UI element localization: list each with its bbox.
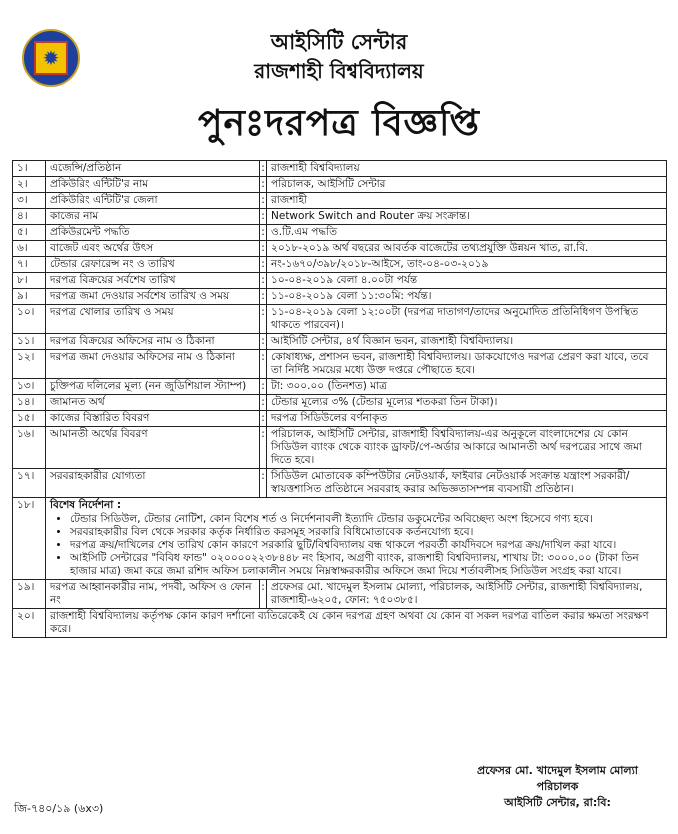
row-number: ১৬।	[13, 427, 46, 469]
row-value: সিডিউল মোতাবেক কম্পিউটার নেটওয়ার্ক, ফাইবার নেটওয়ার্ক সংক্রান্ত যন্ত্রাংশ সরকারী/স্বায়ত্তশাসিত প্রতিষ্ঠানে সরবরাহ করার অভিজ্ঞতাসম্পন্ন ব্যবসায়ী প্রতিষ্ঠান।	[267, 469, 667, 498]
row-value: নং-১৬৭০/৩৯৮/২০১৮-আইসে, তাং-০৪-০৩-২০১৯	[267, 257, 667, 273]
office-name: আইসিটি সেন্টার	[270, 30, 408, 54]
row-value: দরপত্র সিডিউলের বর্ণনাকৃত	[267, 411, 667, 427]
notes-title: বিশেষ নির্দেশনা :	[50, 499, 122, 511]
star-icon: ✹	[42, 46, 60, 70]
row-number: ১৭।	[13, 469, 46, 498]
row-number: ১৯।	[13, 580, 46, 609]
row-number: ৯।	[13, 289, 46, 305]
row-number: ১৪।	[13, 395, 46, 411]
row-value: ও.টি.এম পদ্ধতি	[267, 225, 667, 241]
table-row	[13, 498, 667, 580]
row-value: রাজশাহী বিশ্ববিদ্যালয় কর্তৃপক্ষ কোন কারণ দর্শানো ব্যতিরেকেই যে কোন দরপত্র গ্রহণ অথবা যে কোন বা সকল দরপত্র বাতিল করার ক্ষমতা সংরক্ষণ করে।	[46, 609, 667, 638]
row-number: ৮।	[13, 273, 46, 289]
row-number: ৪।	[13, 209, 46, 225]
table-row: ১৬। আমানতী অর্থের বিবরণ : পরিচালক, আইসিটি সেন্টার, রাজশাহী বিশ্ববিদ্যালয়-এর অনুকূলে বাংলাদেশের যে কোন সিডিউল ব্যাংক থেকে ব্যাংক ড্রাফট/পে-অর্ডার আকারে আমানতী অর্থ দরপত্রের সাথে জমা দিতে হবে।	[13, 427, 667, 469]
row-number: ১২।	[13, 350, 46, 379]
row-value: রাজশাহী	[267, 193, 667, 209]
row-number: ১৩।	[13, 379, 46, 395]
row-label: আমানতী অর্থের বিবরণ	[46, 427, 260, 469]
row-value: Network Switch and Router ক্রয় সংক্রান্ত।	[267, 209, 667, 225]
signatory-name: প্রফেসর মো. খাদেমুল ইসলাম মোল্যা	[477, 764, 638, 777]
row-value: প্রফেসর মো. খাদেমুল ইসলাম মোল্যা, পরিচালক, আইসিটি সেন্টার, রাজশাহী বিশ্ববিদ্যালয়, রাজশাহী-৬২০৫, ফোন: ৭৫০৩৮৫।	[267, 580, 667, 609]
signatory-office: আইসিটি সেন্টার, রা:বি:	[504, 796, 611, 809]
table-row: ৫। প্রকিউরমেন্ট পদ্ধতি : ও.টি.এম পদ্ধতি	[13, 225, 667, 241]
row-number: ২।	[13, 177, 46, 193]
row-number: ১০।	[13, 305, 46, 334]
table-row: ৪। কাজের নাম : Network Switch and Router ক্রয় সংক্রান্ত।	[13, 209, 667, 225]
row-label: প্রকিউরিং এন্টিটি'র জেলা	[46, 193, 260, 209]
row-label: দরপত্র বিক্রয়ের অফিসের নাম ও ঠিকানা	[46, 334, 260, 350]
table-row: ৯। দরপত্র জমা দেওয়ার সর্বশেষ তারিখ ও সময় : ১১-০৪-২০১৯ বেলা ১১:৩০মি: পর্যন্ত।	[13, 289, 667, 305]
row-number: ৭।	[13, 257, 46, 273]
row-value: ২০১৮-২০১৯ অর্থ বছরের আবর্তক বাজেটের তথ্যপ্রযুক্তি উন্নয়ন খাত, রা.বি.	[267, 241, 667, 257]
row-number: ১৫।	[13, 411, 46, 427]
table-row: ৭। টেন্ডার রেফারেন্স নং ও তারিখ : নং-১৬৭০/৩৯৮/২০১৮-আইসে, তাং-০৪-০৩-২০১৯	[13, 257, 667, 273]
list-item: • দরপত্র ক্রয়/দাখিলের শেষ তারিখ কোন কারণে সরকারি ছুটি/বিশ্ববিদ্যালয় বন্ধ থাকলে পরবর্তী কার্যদিবসে দরপত্র ক্রয়/দাখিল করা যাবে।	[70, 539, 662, 552]
row-value: কোষাধ্যক্ষ, প্রশাসন ভবন, রাজশাহী বিশ্ববিদ্যালয়। ডাকযোগেও দরপত্র প্রেরণ করা যাবে, তবে তা নির্দিষ্ট সময়ের মধ্যে উক্ত দপ্তরে পৌছাতে হবে।	[267, 350, 667, 379]
row-label: সরবরাহকারীর যোগ্যতা	[46, 469, 260, 498]
row-label: প্রকিউরিং এন্টিটি'র নাম	[46, 177, 260, 193]
row-label: জামানত অর্থ	[46, 395, 260, 411]
row-value: ১০-০৪-২০১৯ বেলা ৪.০০টা পর্যন্ত	[267, 273, 667, 289]
row-label: দরপত্র জমা দেওয়ার সর্বশেষ তারিখ ও সময়	[46, 289, 260, 305]
table-row: ৮। দরপত্র বিক্রয়ের সর্বশেষ তারিখ : ১০-০৪-২০১৯ বেলা ৪.০০টা পর্যন্ত	[13, 273, 667, 289]
list-item: • টেন্ডার সিডিউল, টেন্ডার নোটিশ, কোন বিশেষ শর্ত ও নির্দেশনাবলী ইত্যাদি টেন্ডার ডকুমেন্টের অবিচ্ছেদ্য অংশ হিসেবে গণ্য হবে।	[70, 513, 662, 526]
signature-block	[477, 763, 638, 811]
table-row: ১৩। চুক্তিপত্র দলিলের মূল্য (নন জুডিশিয়াল স্ট্যাম্প) : টা: ৩০০.০০ (তিনশত) মাত্র	[13, 379, 667, 395]
row-label: চুক্তিপত্র দলিলের মূল্য (নন জুডিশিয়াল স্ট্যাম্প)	[46, 379, 260, 395]
row-label: দরপত্র আহ্বানকারীর নাম, পদবী, অফিস ও ফোন নং	[46, 580, 260, 609]
table-row: ৬। বাজেট এবং অর্থের উৎস : ২০১৮-২০১৯ অর্থ বছরের আবর্তক বাজেটের তথ্যপ্রযুক্তি উন্নয়ন খাত, রা.বি.	[13, 241, 667, 257]
row-label: এজেন্সি/প্রতিষ্ঠান	[46, 161, 260, 177]
row-value: রাজশাহী বিশ্ববিদ্যালয়	[267, 161, 667, 177]
row-label: বাজেট এবং অর্থের উৎস	[46, 241, 260, 257]
table-row: ১৯। দরপত্র আহ্বানকারীর নাম, পদবী, অফিস ও ফোন নং : প্রফেসর মো. খাদেমুল ইসলাম মোল্যা, পরিচালক, আইসিটি সেন্টার, রাজশাহী বিশ্ববিদ্যালয়, রাজশাহী-৬২০৫, ফোন: ৭৫০৩৮৫।	[13, 580, 667, 609]
list-item: • আইসিটি সেন্টারের "বিবিধ ফান্ড" ০২০০০০২২৩৮৪৪৮ নং হিসাব, অগ্রণী ব্যাংক, রাজশাহী বিশ্ববিদ্যালয়, শাখায় টা: ৩০০০.০০ (টাকা তিন হাজার মাত্র) জমা করে জমা রশিদ অফিস চলাকালীন সময়ে নিম্নস্বাক্ষরকারীর অফিসে জমা দিয়ে শর্তাবলীসহ সিডিউল সংগ্রহ করা যাবে।	[70, 552, 662, 578]
row-number: ৩।	[13, 193, 46, 209]
signatory-title: পরিচালক	[536, 780, 579, 793]
row-number: ১৮।	[13, 498, 46, 580]
row-value: টেন্ডার মূল্যের ৩% (টেন্ডার মূল্যের শতকরা তিন টাকা)।	[267, 395, 667, 411]
table-row: ১। এজেন্সি/প্রতিষ্ঠান : রাজশাহী বিশ্ববিদ্যালয়	[13, 161, 667, 177]
row-number: ৫।	[13, 225, 46, 241]
row-value: টা: ৩০০.০০ (তিনশত) মাত্র	[267, 379, 667, 395]
row-value: ১১-০৪-২০১৯ বেলা ১২:০০টা (দরপত্র দাতাগণ/তাদের অনুমোদিত প্রতিনিধিগণ উপস্থিত থাকতে পারবেন)।	[267, 305, 667, 334]
row-label: টেন্ডার রেফারেন্স নং ও তারিখ	[46, 257, 260, 273]
special-instructions	[46, 498, 667, 580]
tender-table	[12, 160, 667, 638]
row-value: পরিচালক, আইসিটি সেন্টার, রাজশাহী বিশ্ববিদ্যালয়-এর অনুকূলে বাংলাদেশের যে কোন সিডিউল ব্যাংক থেকে ব্যাংক ড্রাফট/পে-অর্ডার আকারে আমানতী অর্থ দরপত্রের সাথে জমা দিতে হবে।	[267, 427, 667, 469]
row-label: কাজের নাম	[46, 209, 260, 225]
table-row: ১৭। সরবরাহকারীর যোগ্যতা : সিডিউল মোতাবেক কম্পিউটার নেটওয়ার্ক, ফাইবার নেটওয়ার্ক সংক্রান্ত যন্ত্রাংশ সরকারী/স্বায়ত্তশাসিত প্রতিষ্ঠানে সরবরাহ করার অভিজ্ঞতাসম্পন্ন ব্যবসায়ী প্রতিষ্ঠান।	[13, 469, 667, 498]
row-number: ৬।	[13, 241, 46, 257]
row-value: পরিচালক, আইসিটি সেন্টার	[267, 177, 667, 193]
table-row: ১১। দরপত্র বিক্রয়ের অফিসের নাম ও ঠিকানা : আইসিটি সেন্টার, ৪র্থ বিজ্ঞান ভবন, রাজশাহী বিশ্ববিদ্যালয়।	[13, 334, 667, 350]
row-label: প্রকিউরমেন্ট পদ্ধতি	[46, 225, 260, 241]
table-row: ১৫। কাজের বিস্তারিত বিবরণ : দরপত্র সিডিউলের বর্ণনাকৃত	[13, 411, 667, 427]
row-label: কাজের বিস্তারিত বিবরণ	[46, 411, 260, 427]
table-row: ১২। দরপত্র জমা দেওয়ার অফিসের নাম ও ঠিকানা : কোষাধ্যক্ষ, প্রশাসন ভবন, রাজশাহী বিশ্ববিদ্যালয়। ডাকযোগেও দরপত্র প্রেরণ করা যাবে, তবে তা নির্দিষ্ট সময়ের মধ্যে উক্ত দপ্তরে পৌছাতে হবে।	[13, 350, 667, 379]
row-value: আইসিটি সেন্টার, ৪র্থ বিজ্ঞান ভবন, রাজশাহী বিশ্ববিদ্যালয়।	[267, 334, 667, 350]
university-name: রাজশাহী বিশ্ববিদ্যালয়	[254, 59, 424, 83]
row-number: ১।	[13, 161, 46, 177]
reference-number: জি-৭৪০/১৯ (৬x৩)	[14, 802, 104, 815]
row-number: ১১।	[13, 334, 46, 350]
table-row	[13, 609, 667, 638]
table-row: ৩। প্রকিউরিং এন্টিটি'র জেলা : রাজশাহী	[13, 193, 667, 209]
row-label: দরপত্র জমা দেওয়ার অফিসের নাম ও ঠিকানা	[46, 350, 260, 379]
row-value: ১১-০৪-২০১৯ বেলা ১১:৩০মি: পর্যন্ত।	[267, 289, 667, 305]
row-number: ২০।	[13, 609, 46, 638]
row-label: দরপত্র বিক্রয়ের সর্বশেষ তারিখ	[46, 273, 260, 289]
page-title: পুনঃদরপত্র বিজ্ঞপ্তি	[198, 103, 480, 144]
row-label: দরপত্র খোলার তারিখ ও সময়	[46, 305, 260, 334]
list-item: • সরবরাহকারীর বিল থেকে সরকার কর্তৃক নির্ধারিত করসমূহ সরকারি বিধিমোতাবেক কর্তনযোগ্য হবে।	[70, 526, 662, 539]
table-row: ২। প্রকিউরিং এন্টিটি'র নাম : পরিচালক, আইসিটি সেন্টার	[13, 177, 667, 193]
table-row: ১০। দরপত্র খোলার তারিখ ও সময় : ১১-০৪-২০১৯ বেলা ১২:০০টা (দরপত্র দাতাগণ/তাদের অনুমোদিত প্রতিনিধিগণ উপস্থিত থাকতে পারবেন)।	[13, 305, 667, 334]
table-row: ১৪। জামানত অর্থ : টেন্ডার মূল্যের ৩% (টেন্ডার মূল্যের শতকরা তিন টাকা)।	[13, 395, 667, 411]
